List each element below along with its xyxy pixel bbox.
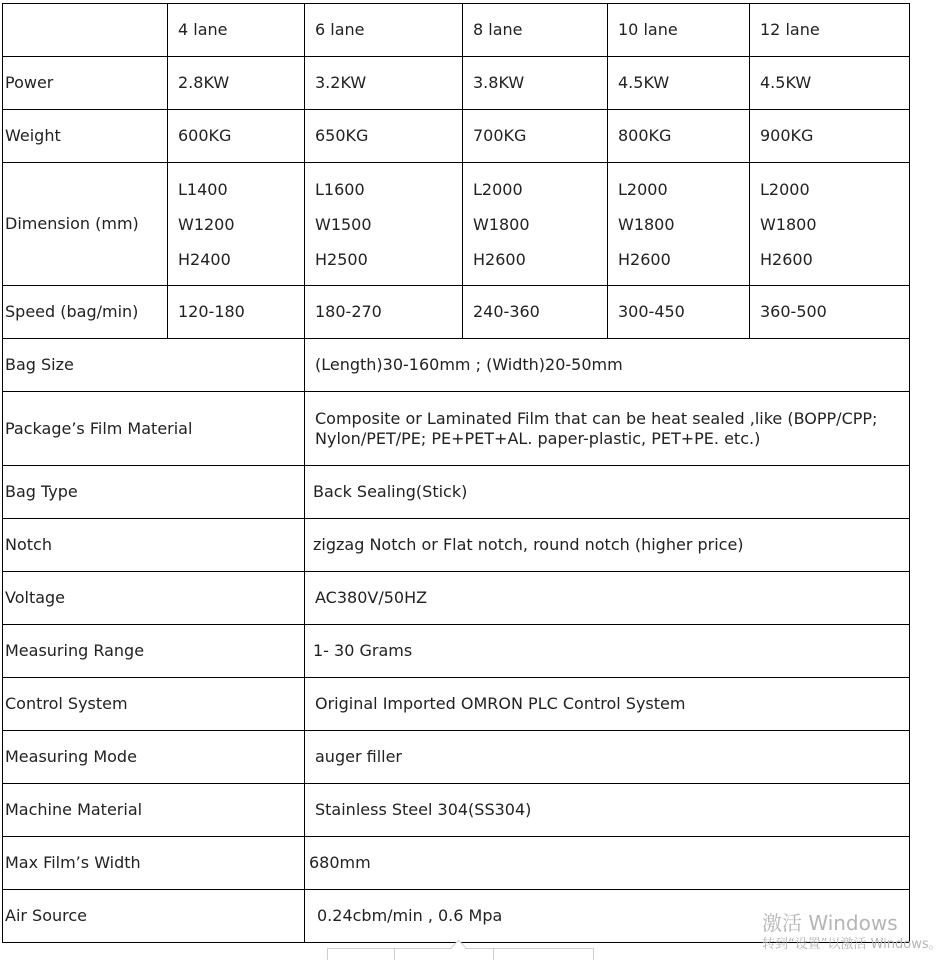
speed-value-8-lane: 240-360 [463,286,608,339]
dimension-height: H2500 [315,249,368,269]
max-film-width-row [3,837,910,890]
speed-row [3,286,910,339]
weight-value-4-lane: 600KG [168,110,305,163]
pagination-divider [394,949,395,960]
bag-size-value: (Length)30-160mm ; (Width)20-50mm [305,339,910,392]
voltage-row [3,572,910,625]
film-material-row [3,392,910,466]
header-lane-6: 6 lane [305,4,463,57]
power-value-10-lane: 4.5KW [608,57,750,110]
control-system-value: Original Imported OMRON PLC Control System [305,678,910,731]
dimension-value-10-lane [608,163,750,286]
voltage-value: AC380V/50HZ [305,572,910,625]
dimension-row [3,163,910,286]
weight-label: Weight [3,110,168,163]
header-corner-cell [3,4,168,57]
measuring-mode-value: auger filler [305,731,910,784]
header-lane-10: 10 lane [608,4,750,57]
speed-value-6-lane: 180-270 [305,286,463,339]
measuring-range-row [3,625,910,678]
power-label: Power [3,57,168,110]
pagination-bar[interactable] [327,948,594,960]
measuring-mode-label: Measuring Mode [3,731,305,784]
dimension-value-6-lane [305,163,463,286]
power-value-8-lane: 3.8KW [463,57,608,110]
max-film-width-label: Max Film’s Width [3,837,305,890]
dimension-width: W1800 [618,214,675,234]
pagination-divider [493,949,494,960]
power-value-12-lane: 4.5KW [750,57,910,110]
bag-type-row [3,466,910,519]
machine-material-label: Machine Material [3,784,305,837]
power-value-4-lane: 2.8KW [168,57,305,110]
speed-value-4-lane: 120-180 [168,286,305,339]
spec-table [2,3,910,943]
dimension-length: L1400 [178,179,228,199]
dimension-height: H2600 [618,249,671,269]
weight-value-6-lane: 650KG [305,110,463,163]
bag-type-value: Back Sealing(Stick) [305,466,910,519]
machine-material-row [3,784,910,837]
measuring-mode-row [3,731,910,784]
control-system-row [3,678,910,731]
header-lane-4: 4 lane [168,4,305,57]
bag-size-row [3,339,910,392]
weight-row [3,110,910,163]
dimension-length: L2000 [760,179,810,199]
dimension-label: Dimension (mm) [3,163,168,286]
dimension-width: W1200 [178,214,235,234]
film-material-label: Package’s Film Material [3,392,305,466]
max-film-width-value: 680mm [305,837,910,890]
dimension-height: H2600 [473,249,526,269]
dimension-value-4-lane [168,163,305,286]
dimension-length: L2000 [473,179,523,199]
dimension-width: W1500 [315,214,372,234]
dimension-value-12-lane [750,163,910,286]
activate-windows-watermark [762,910,942,954]
control-system-label: Control System [3,678,305,731]
speed-value-10-lane: 300-450 [608,286,750,339]
air-source-value: 0.24cbm/min , 0.6 Mpa [305,890,910,943]
notch-row [3,519,910,572]
header-lane-8: 8 lane [463,4,608,57]
bag-size-label: Bag Size [3,339,305,392]
weight-value-12-lane: 900KG [750,110,910,163]
dimension-length: L1600 [315,179,365,199]
dimension-length: L2000 [618,179,668,199]
voltage-label: Voltage [3,572,305,625]
weight-value-10-lane: 800KG [608,110,750,163]
dimension-width: W1800 [760,214,817,234]
notch-label: Notch [3,519,305,572]
speed-value-12-lane: 360-500 [750,286,910,339]
header-row [3,4,910,57]
dimension-value-8-lane [463,163,608,286]
dimension-width: W1800 [473,214,530,234]
watermark-title: 激活 Windows [762,911,898,935]
watermark-subtitle: 转到“设置”以激活 Windows。 [762,937,942,952]
notch-value: zigzag Notch or Flat notch, round notch (higher price) [305,519,910,572]
weight-value-8-lane: 700KG [463,110,608,163]
air-source-label: Air Source [3,890,305,943]
header-lane-12: 12 lane [750,4,910,57]
dimension-height: H2600 [760,249,813,269]
machine-material-value: Stainless Steel 304(SS304) [305,784,910,837]
dimension-height: H2400 [178,249,231,269]
measuring-range-label: Measuring Range [3,625,305,678]
film-material-value: Composite or Laminated Film that can be heat sealed ,like (BOPP/CPP; Nylon/PET/PE; PE+PET+AL. paper-plastic, PET+PE. etc.) [305,392,910,466]
power-value-6-lane: 3.2KW [305,57,463,110]
power-row [3,57,910,110]
measuring-range-value: 1- 30 Grams [305,625,910,678]
bag-type-label: Bag Type [3,466,305,519]
speed-label: Speed (bag/min) [3,286,168,339]
